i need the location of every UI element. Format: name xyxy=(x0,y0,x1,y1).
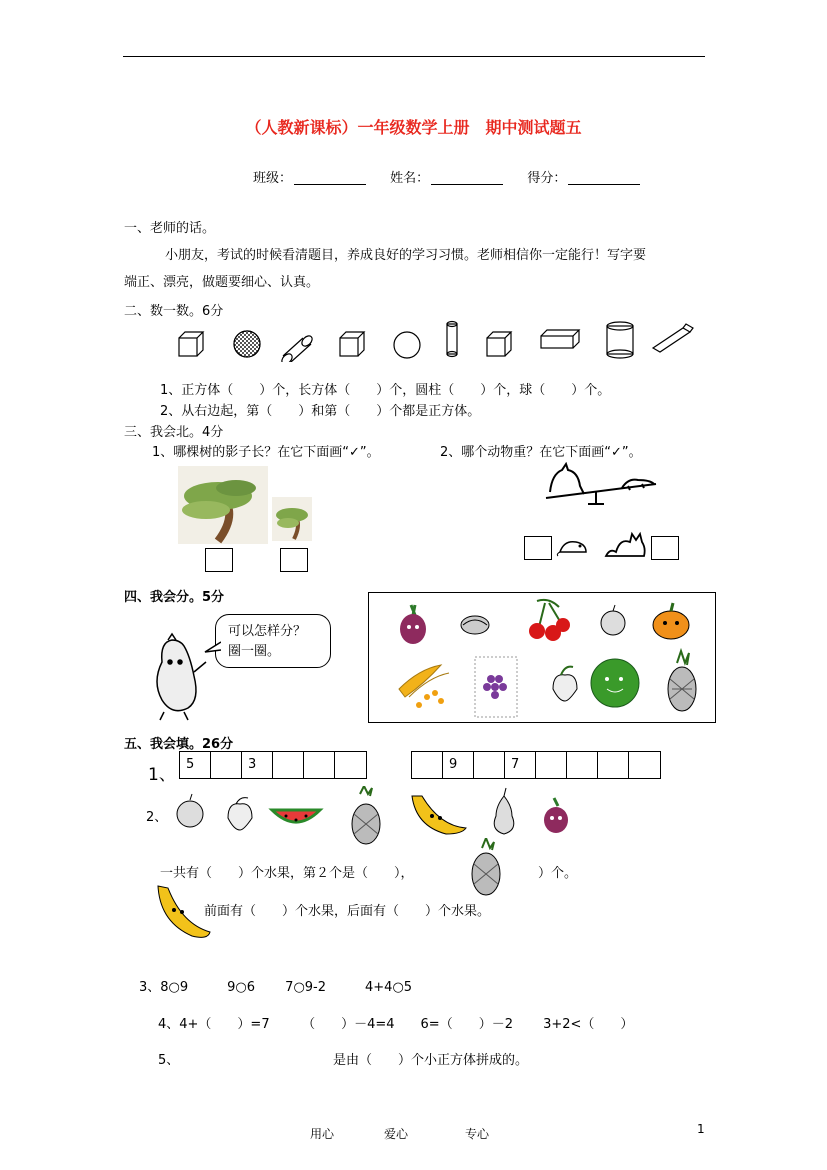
small-tree-picture xyxy=(272,497,312,541)
animal1-checkbox[interactable] xyxy=(524,536,552,560)
s1-line1: 小朋友，考试的时候看清题目，养成良好的学习习惯。老师相信你一定能行！写字要 xyxy=(165,248,647,263)
fruit-row-picture xyxy=(170,786,590,846)
grid1-cell[interactable] xyxy=(304,752,335,778)
s2-heading: 二、数一数。6分 xyxy=(124,304,224,319)
s2-q2: 2、从右边起，第（ ）和第（ ）个都是正方体。 xyxy=(160,404,481,419)
grid1-cell[interactable]: 3 xyxy=(242,752,273,778)
s5-q2-line1b: ）个。 xyxy=(538,866,578,881)
footer-mid: 爱心 xyxy=(384,1127,409,1141)
big-tree-picture xyxy=(178,466,268,544)
banana-icon xyxy=(412,796,466,834)
class-label: 班级： xyxy=(253,171,293,186)
s5-q1-label: 1、 xyxy=(148,765,176,785)
score-blank[interactable] xyxy=(568,170,640,185)
tree2-checkbox[interactable] xyxy=(280,548,308,572)
tree1-checkbox[interactable] xyxy=(205,548,233,572)
s5-q5-text: 是由（ ）个小正方体拼成的。 xyxy=(333,1053,529,1068)
pineapple-icon xyxy=(466,838,506,898)
solid-shapes-row xyxy=(170,318,700,362)
pineapple-icon xyxy=(668,651,696,711)
header-rule xyxy=(123,56,705,57)
s4-heading: 四、我会分。5分 xyxy=(124,590,225,605)
grid1-cell[interactable] xyxy=(335,752,366,778)
speech-bubble xyxy=(215,614,331,668)
pear-icon xyxy=(494,788,514,834)
s5-q2-label: 2、 xyxy=(146,810,168,825)
footer-right: 专心 xyxy=(465,1127,490,1141)
sphere-icon xyxy=(234,331,260,357)
s5-q3: 3、8○9 9○6 7○9-2 4+4○5 xyxy=(139,980,413,995)
s5-q5-label: 5、 xyxy=(158,1053,180,1068)
s3-q2: 2、哪个动物重？在它下面画“✓”。 xyxy=(440,445,642,460)
s2-q1: 1、正方体（ ）个，长方体（ ）个，圆柱（ ）个，球（ ）个。 xyxy=(160,383,611,398)
cherry-icon xyxy=(529,600,570,641)
cube-icon xyxy=(179,332,203,356)
s5-q2-line2: 前面有（ ）个水果，后面有（ ）个水果。 xyxy=(204,904,491,919)
apple-icon xyxy=(177,794,203,827)
number-grid-1 xyxy=(179,751,367,779)
grid2-cell[interactable]: 9 xyxy=(443,752,474,778)
fruit-sorting-box xyxy=(368,592,716,723)
score-label: 得分： xyxy=(527,171,567,186)
s5-heading: 五、我会填。26分 xyxy=(124,737,234,752)
pumpkin-icon xyxy=(653,603,689,639)
cylinder-icon xyxy=(280,334,314,362)
apple-icon xyxy=(601,605,625,635)
mouse-icon xyxy=(556,536,590,558)
s1-heading: 一、老师的话。 xyxy=(124,221,216,236)
grid1-cell[interactable] xyxy=(273,752,304,778)
animal2-checkbox[interactable] xyxy=(651,536,679,560)
s1-line2: 端正、漂亮，做题要细心、认真。 xyxy=(124,275,320,290)
number-grid-2 xyxy=(411,751,661,779)
info-line xyxy=(253,167,640,186)
cube-icon xyxy=(487,332,511,356)
grapes-icon xyxy=(475,657,517,717)
s5-q4: 4、4+（ ）=7 （ ）－4=4 6=（ ）－2 3+2<（ ） xyxy=(158,1017,634,1032)
s5-q2-line1a: 一共有（ ）个水果，第２个是（ ）， xyxy=(160,866,414,881)
grid2-cell[interactable] xyxy=(567,752,598,778)
grid1-cell[interactable]: 5 xyxy=(180,752,211,778)
cat-icon xyxy=(604,528,650,560)
sphere-icon xyxy=(394,332,420,358)
grid2-cell[interactable] xyxy=(412,752,443,778)
fruits-and-vegetables xyxy=(369,593,715,722)
name-blank[interactable] xyxy=(431,170,503,185)
cabbage-icon xyxy=(461,616,489,634)
grid1-cell[interactable] xyxy=(211,752,242,778)
banana-icon xyxy=(152,882,212,944)
cuboid-icon xyxy=(653,324,693,352)
pear-character-icon xyxy=(150,632,210,722)
class-blank[interactable] xyxy=(294,170,366,185)
s3-q1: 1、哪棵树的影子长？在它下面画“✓”。 xyxy=(152,445,380,460)
seesaw-picture xyxy=(538,462,660,508)
page-number: 1 xyxy=(697,1122,705,1136)
cube-icon xyxy=(340,332,364,356)
beet-icon xyxy=(400,605,426,644)
cylinder-icon xyxy=(607,322,633,358)
page-title: （人教新课标）一年级数学上册 期中测试题五 xyxy=(245,118,582,137)
bubble-tail xyxy=(203,640,221,656)
lettuce-icon xyxy=(591,659,639,707)
bubble-line1: 可以怎样分？ xyxy=(228,624,307,639)
cylinder-icon xyxy=(447,322,457,357)
watermelon-icon xyxy=(272,810,320,822)
grid2-cell[interactable] xyxy=(536,752,567,778)
bubble-line2: 圈一圈。 xyxy=(228,644,281,659)
cuboid-icon xyxy=(541,330,579,348)
name-label: 姓名： xyxy=(390,171,430,186)
peach-icon xyxy=(553,667,577,701)
peach-icon xyxy=(228,798,252,830)
beet-icon xyxy=(544,798,568,833)
s3-heading: 三、我会北。4分 xyxy=(124,425,224,440)
grid2-cell[interactable] xyxy=(474,752,505,778)
grid2-cell[interactable] xyxy=(598,752,629,778)
grid2-cell[interactable] xyxy=(629,752,660,778)
banana-icon xyxy=(399,665,449,708)
grid2-cell[interactable]: 7 xyxy=(505,752,536,778)
footer-left: 用心 xyxy=(310,1127,335,1141)
pineapple-icon xyxy=(352,786,380,844)
